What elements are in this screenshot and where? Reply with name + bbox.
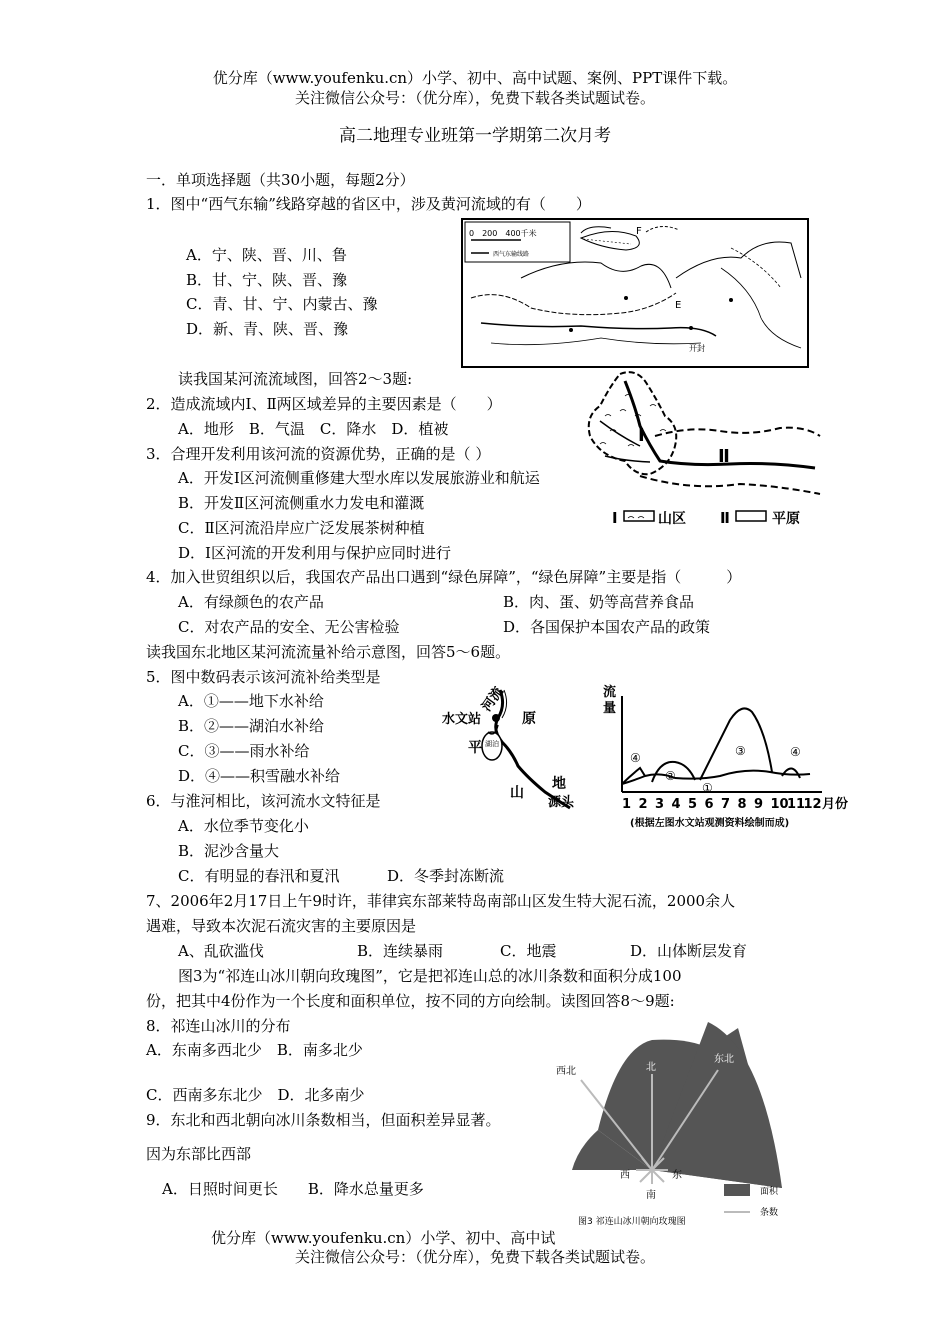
rose-caption: 图3 祁连山冰川朝向玫瑰图	[578, 1217, 686, 1227]
flow-month-tick: 6	[704, 797, 714, 812]
q7-option-b: B．连续暴雨	[357, 942, 444, 960]
q1-stem: 1．图中“西气东输”线路穿越的省区中，涉及黄河流域的有（ ）	[146, 195, 591, 213]
q3-stem: 3．合理开发利用该河流的资源优势，正确的是（ ）	[146, 445, 491, 463]
flow-month-tick: 10	[770, 797, 789, 812]
flow-month-tick: 12	[803, 797, 822, 812]
flow-marker-3: ③	[735, 744, 746, 758]
q5-option-c: C．③——雨水补给	[178, 742, 310, 760]
flow-marker-2: ②	[665, 769, 676, 783]
q3-option-b: B．开发Ⅱ区河流侧重水力发电和灌溉	[178, 494, 425, 512]
footer-line1: 优分库（www.youfenku.cn）小学、初中、高中试	[211, 1229, 556, 1247]
river-label-di: 地	[552, 776, 566, 792]
q1-option-c: C．青、甘、宁、内蒙古、豫	[186, 295, 378, 313]
flow-ylabel-2: 量	[603, 701, 617, 716]
q4-stem: 4．加入世贸组织以后，我国农产品出口遇到“绿色屏障”，“绿色屏障”主要是指（ ）	[146, 568, 742, 586]
rose-label-northeast: 东北	[714, 1054, 734, 1065]
rose-label-west: 西	[620, 1170, 630, 1181]
flow-xlabel: 月份	[822, 797, 849, 812]
flow-marker-1: ①	[702, 781, 713, 795]
q1-option-d: D．新、青、陕、晋、豫	[186, 320, 349, 338]
q7-option-d: D．山体断层发育	[630, 942, 748, 960]
q5-option-b: B．②——湖泊水补给	[178, 717, 325, 735]
flow-marker-4-left: ④	[630, 751, 641, 765]
river-label-shan: 山	[510, 785, 524, 801]
q5-option-d: D．④——积雪融水补给	[178, 767, 341, 785]
header-line2: 关注微信公众号：（优分库），免费下载各类试题试卷。	[294, 89, 655, 107]
flow-month-tick: 8	[737, 797, 747, 812]
q6-option-b: B．泥沙含量大	[178, 842, 280, 860]
flow-month-tick: 4	[671, 797, 681, 812]
map2-legend-key-1: Ⅰ	[612, 509, 618, 527]
flow-month-tick: 7	[721, 797, 731, 812]
map2-legend-mountain: 山区	[658, 511, 686, 527]
q2-stem: 2．造成流域内Ⅰ、Ⅱ两区域差异的主要因素是（ ）	[146, 395, 502, 413]
page-title: 高二地理专业班第一学期第二次月考	[339, 126, 611, 146]
flow-ylabel-1: 流	[603, 685, 617, 700]
river-label-lake: 湖泊	[485, 740, 499, 748]
river-sketch	[440, 680, 590, 810]
map1-label-kaifeng: 开封	[689, 344, 705, 353]
intro-q5-6: 读我国东北地区某河流流量补给示意图，回答5～6题。	[146, 643, 511, 661]
q8-options-ab: A．东南多西北少 B．南多北少	[146, 1041, 363, 1059]
q8-options-cd: C．西南多东北少 D．北多南少	[146, 1086, 365, 1104]
header-line1: 优分库（www.youfenku.cn）小学、初中、高中试题、案例、PPT课件下载。	[212, 69, 738, 87]
q6-option-c: C．有明显的春汛和夏汛	[178, 867, 340, 885]
map2-region-2: Ⅱ	[718, 446, 730, 467]
glacier-rose-diagram	[548, 1018, 808, 1230]
q4-option-d: D．各国保护本国农产品的政策	[503, 618, 711, 636]
intro-q2-3: 读我国某河流流域图，回答2～3题:	[178, 370, 413, 388]
q9-stem: 9．东北和西北朝向冰川条数相当，但面积差异显著。	[146, 1111, 501, 1129]
q3-option-c: C．Ⅱ区河流沿岸应广泛发展茶树种植	[178, 519, 425, 537]
flow-month-tick: 9	[754, 797, 764, 812]
q6-option-d: D．冬季封冻断流	[387, 867, 505, 885]
q2-options: A．地形 B．气温 C．降水 D．植被	[178, 420, 449, 438]
flow-regime-chart	[600, 680, 855, 830]
river-label-source: 源头	[548, 795, 575, 810]
q7-stem-line1: 7、2006年2月17日上午9时许，菲律宾东部莱特岛南部山区发生特大泥石流，2000余人	[146, 892, 736, 910]
intro-q8-9-line2: 份，把其中4份作为一个长度和面积单位，按不同的方向绘制。读图回答8～9题:	[146, 992, 675, 1010]
flow-caption: (根据左图水文站观测资料绘制而成)	[630, 818, 790, 829]
map2-region-1: Ⅰ	[638, 425, 645, 446]
pipeline-map	[461, 218, 809, 368]
q4-option-b: B．肉、蛋、奶等高营养食品	[503, 593, 695, 611]
q5-option-a: A．①——地下水补给	[178, 692, 324, 710]
q4-option-c: C．对农产品的安全、无公害检验	[178, 618, 400, 636]
flow-marker-4-right: ④	[790, 745, 801, 759]
flow-month-tick: 5	[688, 797, 698, 812]
river-label-river: 河流	[479, 684, 507, 715]
rose-legend-area: 面积	[760, 1187, 779, 1197]
q9-options-ab: A．日照时间更长 B．降水总量更多	[162, 1180, 424, 1198]
map2-legend-plain: 平原	[772, 511, 800, 527]
rose-label-east: 东	[672, 1170, 682, 1181]
river-label-ping: 平	[468, 740, 482, 756]
q7-option-c: C．地震	[500, 942, 557, 960]
section-heading: 一．单项选择题（共30小题，每题2分）	[146, 171, 415, 189]
river-basin-map	[580, 366, 825, 528]
q7-option-a: A、乱砍滥伐	[178, 942, 264, 960]
map1-legend: 西气东输线路	[493, 251, 530, 258]
flow-month-tick: 1	[622, 797, 632, 812]
rose-label-northwest: 西北	[556, 1066, 576, 1077]
map1-scale: 0 200 400千米	[469, 229, 537, 238]
river-label-station: 水文站	[442, 712, 482, 727]
q7-stem-line2: 遇难，导致本次泥石流灾害的主要原因是	[146, 917, 417, 935]
q3-option-a: A．开发Ⅰ区河流侧重修建大型水库以发展旅游业和航运	[178, 469, 540, 487]
q3-option-d: D．Ⅰ区河流的开发利用与保护应同时进行	[178, 544, 451, 562]
q5-stem: 5．图中数码表示该河流补给类型是	[146, 668, 381, 686]
flow-month-tick: 2	[638, 797, 648, 812]
intro-q8-9-line1: 图3为“祁连山冰川朝向玫瑰图”，它是把祁连山总的冰川条数和面积分成100	[178, 967, 682, 985]
q1-option-b: B．甘、宁、陕、晋、豫	[186, 271, 348, 289]
q4-option-a: A．有绿颜色的农产品	[178, 593, 324, 611]
q9-stem-line2: 因为东部比西部	[146, 1145, 252, 1163]
rose-label-south: 南	[646, 1190, 656, 1201]
q6-option-a: A．水位季节变化小	[178, 817, 309, 835]
flow-month-tick: 11	[787, 797, 806, 812]
footer-line2: 关注微信公众号：（优分库），免费下载各类试题试卷。	[294, 1248, 655, 1266]
map2-legend-key-2: Ⅱ	[720, 509, 730, 527]
q6-stem: 6．与淮河相比，该河流水文特征是	[146, 792, 381, 810]
rose-legend-count: 条数	[760, 1208, 779, 1218]
q1-option-a: A．宁、陕、晋、川、鲁	[186, 246, 347, 264]
map1-label-e: E	[675, 300, 682, 311]
river-label-yuan: 原	[522, 711, 536, 727]
map1-label-f: F	[636, 226, 642, 237]
rose-label-north: 北	[646, 1062, 656, 1073]
q8-stem: 8．祁连山冰川的分布	[146, 1017, 291, 1035]
flow-month-tick: 3	[655, 797, 665, 812]
